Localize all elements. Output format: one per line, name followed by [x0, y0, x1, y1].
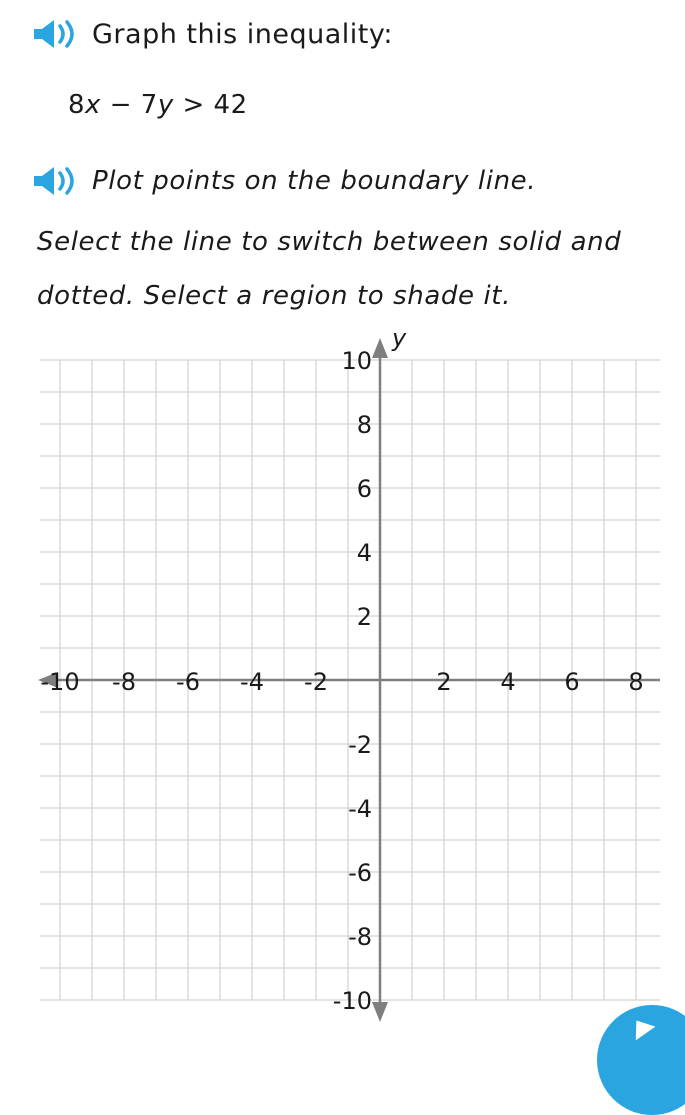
- prompt-title: Graph this inequality:: [92, 18, 393, 50]
- x-tick-label: -2: [304, 668, 328, 696]
- tick-labels: [40, 330, 643, 1015]
- x-tick-label: -4: [240, 668, 264, 696]
- x-tick-label: 2: [436, 668, 452, 696]
- inequality-expression: 8x − 7y > 42: [68, 90, 248, 120]
- x-tick-label: -6: [176, 668, 200, 696]
- x-tick-label: -10: [40, 668, 80, 696]
- instruction-row: [32, 165, 536, 197]
- speaker-icon[interactable]: [32, 165, 92, 197]
- instruction-line-2: Select the line to switch between solid and dotted. Select a region to shade it.: [37, 227, 622, 311]
- y-tick-label: 4: [356, 539, 372, 567]
- y-tick-label: -2: [348, 731, 372, 759]
- coordinate-graph[interactable]: [0, 330, 685, 1030]
- y-tick-label: 8: [356, 411, 372, 439]
- speaker-icon[interactable]: [32, 18, 92, 50]
- y-axis-label: y: [392, 330, 407, 352]
- y-tick-label: -8: [348, 923, 372, 951]
- y-axis-arrow-down: [372, 1002, 388, 1022]
- x-tick-label: 8: [628, 668, 644, 696]
- y-tick-label: -6: [348, 859, 372, 887]
- y-tick-label: 2: [356, 603, 372, 631]
- arrow-icon: [627, 1014, 656, 1041]
- x-tick-label: 6: [564, 668, 580, 696]
- x-tick-label: 4: [500, 668, 516, 696]
- y-tick-label: 6: [356, 475, 372, 503]
- x-tick-label: -8: [112, 668, 136, 696]
- y-tick-label: 10: [341, 347, 372, 375]
- y-tick-label: -10: [332, 987, 372, 1015]
- prompt-title-row: [32, 18, 393, 50]
- y-tick-label: -4: [348, 795, 372, 823]
- instruction-line-1: Plot points on the boundary line.: [92, 166, 537, 196]
- y-axis-arrow-up: [372, 338, 388, 358]
